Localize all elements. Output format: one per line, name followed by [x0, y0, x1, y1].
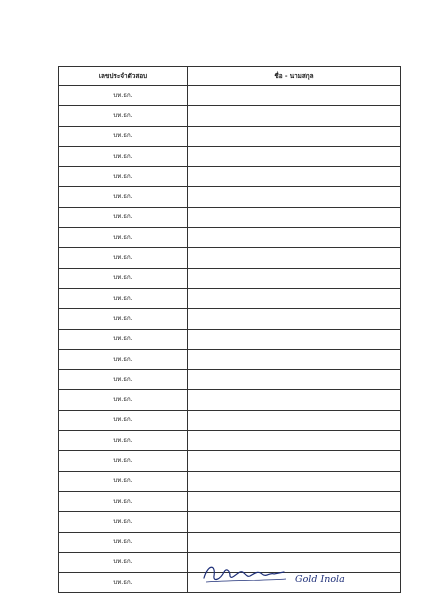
document-title	[58, 47, 398, 59]
full-name-cell	[188, 228, 401, 248]
full-name-cell	[188, 471, 401, 491]
exam-number-cell: บท.ธก.	[59, 471, 188, 491]
full-name-cell	[188, 410, 401, 430]
table-row	[59, 248, 401, 268]
table-row	[59, 228, 401, 248]
table-row	[59, 288, 401, 308]
table-row	[59, 146, 401, 166]
table-row	[59, 187, 401, 207]
table-row	[59, 431, 401, 451]
full-name-cell	[188, 248, 401, 268]
exam-number-cell: บท.ธก.	[59, 126, 188, 146]
table-row	[59, 167, 401, 187]
exam-number-cell: บท.ธก.	[59, 187, 188, 207]
exam-number-cell: บท.ธก.	[59, 573, 188, 593]
table-header-row	[59, 67, 401, 86]
full-name-cell	[188, 370, 401, 390]
full-name-cell	[188, 106, 401, 126]
table-row	[59, 309, 401, 329]
candidate-table	[58, 66, 401, 593]
table-row	[59, 106, 401, 126]
table-row	[59, 126, 401, 146]
full-name-cell	[188, 431, 401, 451]
signature-2	[295, 560, 400, 586]
exam-number-cell: บท.ธก.	[59, 309, 188, 329]
exam-number-cell: บท.ธก.	[59, 370, 188, 390]
table-row	[59, 349, 401, 369]
exam-number-cell: บท.ธก.	[59, 451, 188, 471]
exam-number-cell: บท.ธก.	[59, 86, 188, 106]
table-row	[59, 451, 401, 471]
full-name-cell	[188, 207, 401, 227]
signature-1	[200, 560, 290, 586]
exam-number-cell: บท.ธก.	[59, 106, 188, 126]
exam-number-cell: บท.ธก.	[59, 207, 188, 227]
full-name-cell	[188, 288, 401, 308]
exam-number-cell: บท.ธก.	[59, 410, 188, 430]
full-name-cell	[188, 451, 401, 471]
full-name-cell	[188, 309, 401, 329]
full-name-cell	[188, 491, 401, 511]
exam-number-cell: บท.ธก.	[59, 268, 188, 288]
table-row	[59, 390, 401, 410]
full-name-cell	[188, 512, 401, 532]
exam-number-cell: บท.ธก.	[59, 146, 188, 166]
exam-number-cell: บท.ธก.	[59, 349, 188, 369]
full-name-header: ชื่อ - นามสกุล	[188, 67, 401, 86]
full-name-cell	[188, 167, 401, 187]
exam-number-cell: บท.ธก.	[59, 329, 188, 349]
table-row	[59, 532, 401, 552]
full-name-cell	[188, 268, 401, 288]
exam-number-cell: บท.ธก.	[59, 552, 188, 572]
full-name-cell	[188, 187, 401, 207]
exam-number-cell: บท.ธก.	[59, 228, 188, 248]
full-name-cell	[188, 126, 401, 146]
full-name-cell	[188, 329, 401, 349]
full-name-cell	[188, 86, 401, 106]
exam-number-cell: บท.ธก.	[59, 512, 188, 532]
full-name-cell	[188, 390, 401, 410]
exam-number-cell: บท.ธก.	[59, 491, 188, 511]
exam-number-cell: บท.ธก.	[59, 288, 188, 308]
table-row	[59, 370, 401, 390]
exam-number-cell: บท.ธก.	[59, 390, 188, 410]
table-row	[59, 491, 401, 511]
table-row	[59, 86, 401, 106]
signature-block	[200, 560, 400, 586]
table-row	[59, 471, 401, 491]
table-row	[59, 329, 401, 349]
table-row	[59, 207, 401, 227]
exam-number-cell: บท.ธก.	[59, 248, 188, 268]
full-name-cell	[188, 532, 401, 552]
exam-number-header: เลขประจำตัวสอบ	[59, 67, 188, 86]
full-name-cell	[188, 349, 401, 369]
table-row	[59, 268, 401, 288]
table-row	[59, 512, 401, 532]
table-body	[59, 86, 401, 593]
exam-number-cell: บท.ธก.	[59, 431, 188, 451]
exam-number-cell: บท.ธก.	[59, 532, 188, 552]
exam-number-cell: บท.ธก.	[59, 167, 188, 187]
full-name-cell	[188, 146, 401, 166]
table-row	[59, 410, 401, 430]
signature-2-text: Gold Inola	[295, 574, 345, 585]
